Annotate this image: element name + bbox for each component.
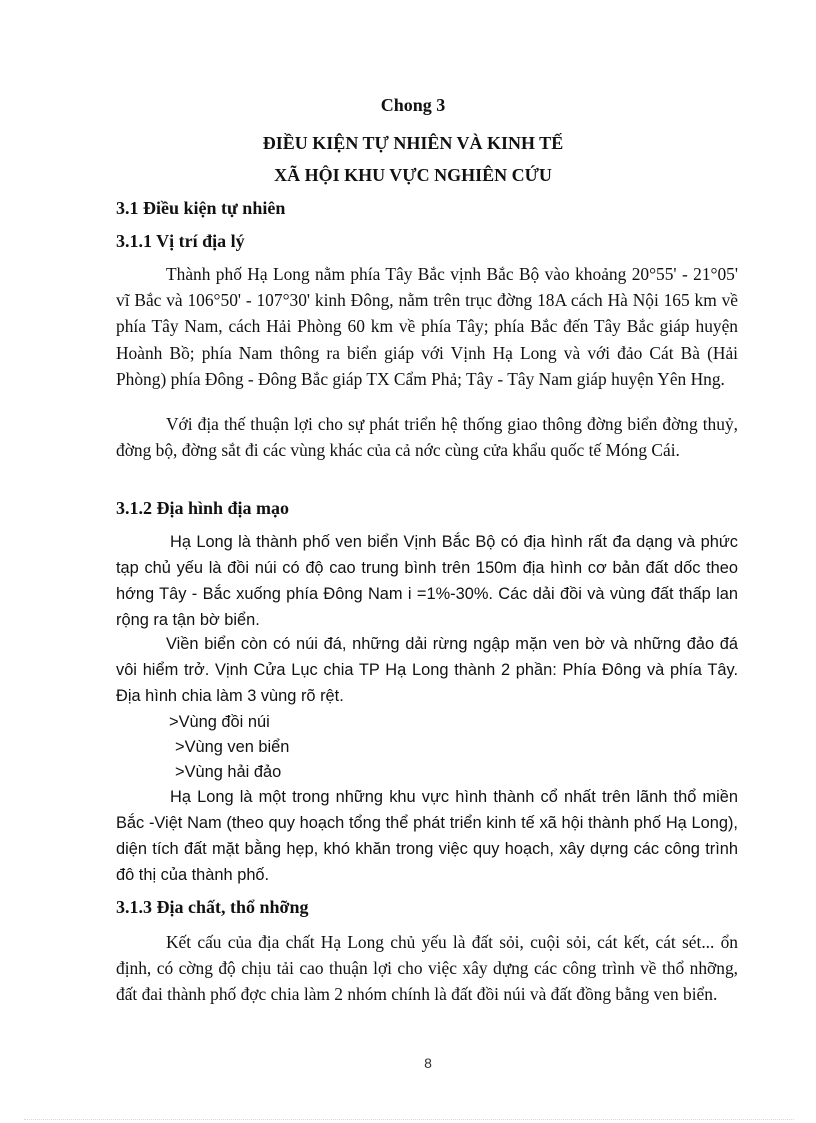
footer-divider: [24, 1119, 794, 1120]
terrain-paragraph-1: Hạ Long là thành phố ven biển Vịnh Bắc Bộ có địa hình rất đa dạng và phức tạp chủ yếu là đồi núi có độ cao trung bình trên 150m địa hình cơ bản đất dốc theo hớng Tây - Bắc xuống phía Đông Nam i =1%-30%. Các dải đồi và vùng đất thấp lan rộng ra tận bờ biển.: [116, 533, 738, 629]
section-3-1-1-heading: 3.1.1 Vị trí địa lý: [116, 231, 245, 251]
chapter-title-line2: XÃ HỘI KHU VỰC NGHIÊN CỨU: [274, 165, 552, 185]
terrain-bullet-hills: >Vùng đồi núi: [169, 713, 270, 731]
page-number: 8: [424, 1055, 432, 1071]
section-3-1-heading: 3.1 Điều kiện tự nhiên: [116, 198, 286, 218]
terrain-bullet-islands: >Vùng hải đảo: [175, 763, 282, 781]
section-3-1-2-heading: 3.1.2 Địa hình địa mạo: [116, 498, 290, 518]
terrain-paragraph-3: Hạ Long là một trong những khu vực hình thành cổ nhất trên lãnh thổ miền Bắc -Việt Nam (theo quy hoạch tổng thể phát triển kinh tế xã hội thành phố Hạ Long), diện tích đất mặt bằng hẹp, khó khăn trong việc quy hoạch, xây dựng các công trình đô thị của thành phố.: [116, 788, 738, 884]
geology-paragraph-1: Kết cấu của địa chất Hạ Long chủ yếu là đất sỏi, cuội sỏi, cát kết, cát sét... ổn định, có cờng độ chịu tải cao thuận lợi cho việc xây dựng các công trình về thổ nhỡng, đất đai thành phố đợc chia làm 2 nhóm chính là đất đồi núi và đất đồng bằng ven biển.: [116, 932, 738, 1005]
terrain-bullet-coast: >Vùng ven biển: [175, 738, 290, 756]
location-paragraph-2: Với địa thế thuận lợi cho sự phát triển hệ thống giao thông đờng biển đờng thuỷ, đờng bộ, đờng sắt đi các vùng khác của cả nớc cùng cửa khẩu quốc tế Móng Cái.: [116, 414, 738, 461]
section-3-1-3-heading: 3.1.3 Địa chất, thổ nhỡng: [116, 897, 309, 917]
chapter-title-line1: ĐIỀU KIỆN TỰ NHIÊN VÀ KINH TẾ: [262, 133, 564, 153]
terrain-paragraph-2: Viền biển còn có núi đá, những dải rừng ngập mặn ven bờ và những đảo đá vôi hiểm trở. Vịnh Cửa Lục chia TP Hạ Long thành 2 phần: Phía Đông và phía Tây. Địa hình chia làm 3 vùng rõ rệt.: [116, 635, 738, 705]
chapter-number: Chong 3: [380, 95, 446, 115]
location-paragraph-1: Thành phố Hạ Long nằm phía Tây Bắc vịnh Bắc Bộ vào khoảng 20°55' - 21°05' vĩ Bắc và 106°50' - 107°30' kinh Đông, nằm trên trục đờng 18A cách Hà Nội 165 km về phía Tây Nam, cách Hải Phòng 60 km về phía Tây; phía Bắc đến Tây Bắc giáp huyện Hoành Bồ; phía Nam thông ra biển giáp với Vịnh Hạ Long và với đảo Cát Bà (Hải Phòng) phía Đông - Đông Bắc giáp TX Cẩm Phả; Tây - Tây Nam giáp huyện Yên Hng.: [116, 264, 738, 389]
